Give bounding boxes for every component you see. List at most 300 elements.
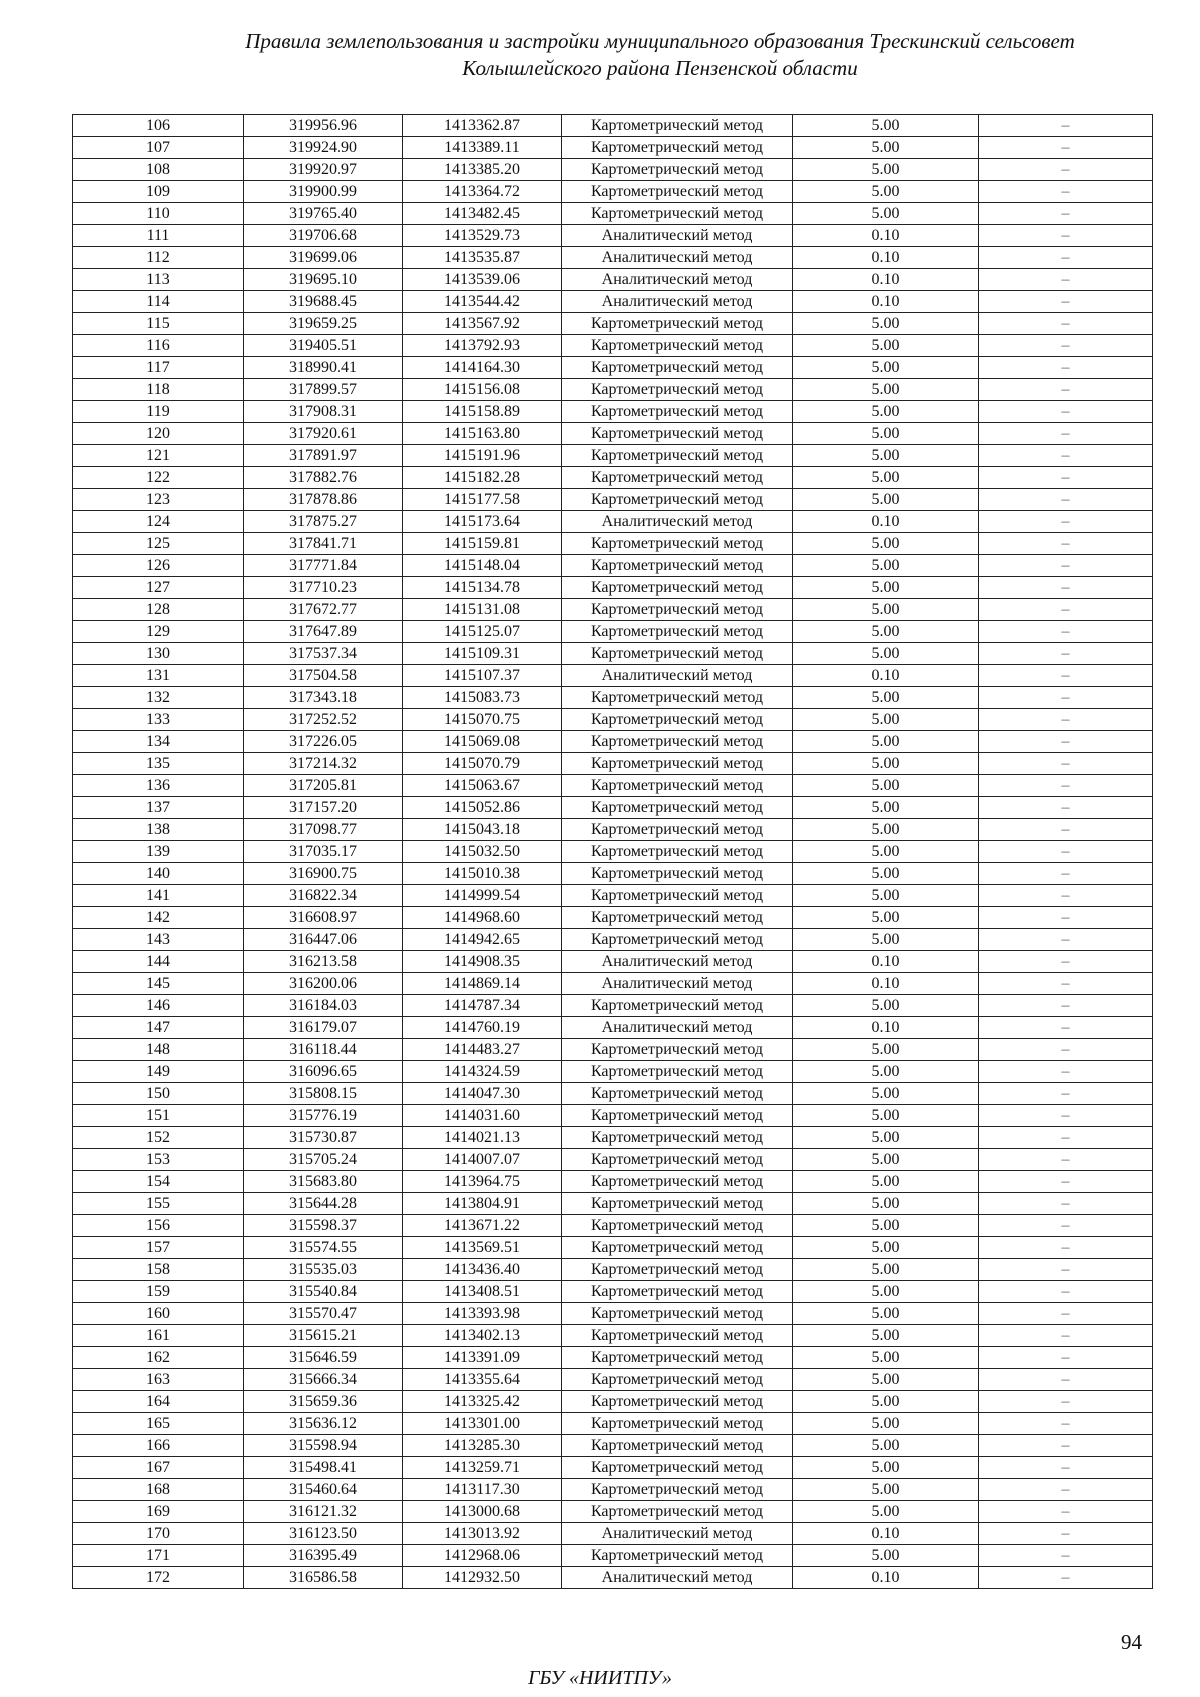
- y-coordinate-cell: 1412968.06: [403, 1545, 562, 1567]
- y-coordinate-cell: 1414908.35: [403, 951, 562, 973]
- method-cell: Картометрический метод: [562, 555, 793, 577]
- accuracy-cell: 5.00: [793, 1281, 979, 1303]
- x-coordinate-cell: 315570.47: [244, 1303, 403, 1325]
- table-row: [73, 577, 1153, 599]
- method-cell: Картометрический метод: [562, 819, 793, 841]
- x-coordinate-cell: 316200.06: [244, 973, 403, 995]
- y-coordinate-cell: 1414021.13: [403, 1127, 562, 1149]
- y-coordinate-cell: 1415156.08: [403, 379, 562, 401]
- method-cell: Картометрический метод: [562, 1149, 793, 1171]
- table-row: [73, 379, 1153, 401]
- note-cell: –: [979, 973, 1153, 995]
- y-coordinate-cell: 1413482.45: [403, 203, 562, 225]
- point-number-cell: 147: [73, 1017, 244, 1039]
- x-coordinate-cell: 319956.96: [244, 115, 403, 137]
- x-coordinate-cell: 317771.84: [244, 555, 403, 577]
- point-number-cell: 139: [73, 841, 244, 863]
- point-number-cell: 129: [73, 621, 244, 643]
- page-footer: ГБУ «НИИТПУ»: [528, 1667, 672, 1689]
- x-coordinate-cell: 316822.34: [244, 885, 403, 907]
- accuracy-cell: 5.00: [793, 1413, 979, 1435]
- note-cell: –: [979, 1127, 1153, 1149]
- table-row: [73, 269, 1153, 291]
- table-row: [73, 1039, 1153, 1061]
- y-coordinate-cell: 1415070.75: [403, 709, 562, 731]
- note-cell: –: [979, 929, 1153, 951]
- table-row: [73, 115, 1153, 137]
- y-coordinate-cell: 1414324.59: [403, 1061, 562, 1083]
- y-coordinate-cell: 1413013.92: [403, 1523, 562, 1545]
- table-row: [73, 1171, 1153, 1193]
- accuracy-cell: 5.00: [793, 181, 979, 203]
- point-number-cell: 151: [73, 1105, 244, 1127]
- note-cell: –: [979, 1259, 1153, 1281]
- note-cell: –: [979, 1083, 1153, 1105]
- point-number-cell: 162: [73, 1347, 244, 1369]
- table-row: [73, 137, 1153, 159]
- accuracy-cell: 5.00: [793, 1127, 979, 1149]
- y-coordinate-cell: 1413671.22: [403, 1215, 562, 1237]
- y-coordinate-cell: 1414760.19: [403, 1017, 562, 1039]
- y-coordinate-cell: 1413301.00: [403, 1413, 562, 1435]
- x-coordinate-cell: 315535.03: [244, 1259, 403, 1281]
- table-row: [73, 1083, 1153, 1105]
- x-coordinate-cell: 317214.32: [244, 753, 403, 775]
- method-cell: Картометрический метод: [562, 907, 793, 929]
- point-number-cell: 128: [73, 599, 244, 621]
- point-number-cell: 113: [73, 269, 244, 291]
- x-coordinate-cell: 317647.89: [244, 621, 403, 643]
- method-cell: Картометрический метод: [562, 467, 793, 489]
- method-cell: Картометрический метод: [562, 687, 793, 709]
- point-number-cell: 111: [73, 225, 244, 247]
- table-row: [73, 599, 1153, 621]
- x-coordinate-cell: 319920.97: [244, 159, 403, 181]
- point-number-cell: 161: [73, 1325, 244, 1347]
- method-cell: Картометрический метод: [562, 599, 793, 621]
- x-coordinate-cell: 319695.10: [244, 269, 403, 291]
- accuracy-cell: 5.00: [793, 1347, 979, 1369]
- point-number-cell: 106: [73, 115, 244, 137]
- accuracy-cell: 5.00: [793, 467, 979, 489]
- table-row: [73, 929, 1153, 951]
- note-cell: –: [979, 1567, 1153, 1589]
- x-coordinate-cell: 316900.75: [244, 863, 403, 885]
- method-cell: Картометрический метод: [562, 753, 793, 775]
- note-cell: –: [979, 951, 1153, 973]
- accuracy-cell: 5.00: [793, 1171, 979, 1193]
- point-number-cell: 171: [73, 1545, 244, 1567]
- x-coordinate-cell: 315598.37: [244, 1215, 403, 1237]
- accuracy-cell: 5.00: [793, 687, 979, 709]
- table-row: [73, 159, 1153, 181]
- note-cell: –: [979, 1237, 1153, 1259]
- note-cell: –: [979, 1215, 1153, 1237]
- method-cell: Картометрический метод: [562, 929, 793, 951]
- table-row: [73, 1105, 1153, 1127]
- table-row: [73, 555, 1153, 577]
- note-cell: –: [979, 1413, 1153, 1435]
- note-cell: –: [979, 313, 1153, 335]
- accuracy-cell: 0.10: [793, 247, 979, 269]
- x-coordinate-cell: 315666.34: [244, 1369, 403, 1391]
- point-number-cell: 154: [73, 1171, 244, 1193]
- x-coordinate-cell: 316121.32: [244, 1501, 403, 1523]
- point-number-cell: 136: [73, 775, 244, 797]
- x-coordinate-cell: 315776.19: [244, 1105, 403, 1127]
- method-cell: Аналитический метод: [562, 511, 793, 533]
- method-cell: Картометрический метод: [562, 379, 793, 401]
- point-number-cell: 114: [73, 291, 244, 313]
- point-number-cell: 132: [73, 687, 244, 709]
- note-cell: –: [979, 555, 1153, 577]
- note-cell: –: [979, 863, 1153, 885]
- y-coordinate-cell: 1413364.72: [403, 181, 562, 203]
- page-header: [150, 28, 1170, 82]
- accuracy-cell: 5.00: [793, 1149, 979, 1171]
- table-row: [73, 313, 1153, 335]
- accuracy-cell: 5.00: [793, 335, 979, 357]
- method-cell: Картометрический метод: [562, 1545, 793, 1567]
- y-coordinate-cell: 1415148.04: [403, 555, 562, 577]
- y-coordinate-cell: 1413804.91: [403, 1193, 562, 1215]
- method-cell: Картометрический метод: [562, 1435, 793, 1457]
- accuracy-cell: 5.00: [793, 1303, 979, 1325]
- x-coordinate-cell: 315705.24: [244, 1149, 403, 1171]
- note-cell: –: [979, 819, 1153, 841]
- y-coordinate-cell: 1415159.81: [403, 533, 562, 555]
- x-coordinate-cell: 317343.18: [244, 687, 403, 709]
- y-coordinate-cell: 1414869.14: [403, 973, 562, 995]
- accuracy-cell: 0.10: [793, 1567, 979, 1589]
- method-cell: Картометрический метод: [562, 1369, 793, 1391]
- note-cell: –: [979, 401, 1153, 423]
- method-cell: Аналитический метод: [562, 1567, 793, 1589]
- y-coordinate-cell: 1415125.07: [403, 621, 562, 643]
- point-number-cell: 159: [73, 1281, 244, 1303]
- x-coordinate-cell: 315808.15: [244, 1083, 403, 1105]
- table-row: [73, 731, 1153, 753]
- method-cell: Картометрический метод: [562, 1193, 793, 1215]
- point-number-cell: 117: [73, 357, 244, 379]
- x-coordinate-cell: 317891.97: [244, 445, 403, 467]
- point-number-cell: 122: [73, 467, 244, 489]
- method-cell: Картометрический метод: [562, 159, 793, 181]
- y-coordinate-cell: 1414999.54: [403, 885, 562, 907]
- note-cell: –: [979, 995, 1153, 1017]
- accuracy-cell: 5.00: [793, 203, 979, 225]
- table-row: [73, 1017, 1153, 1039]
- accuracy-cell: 5.00: [793, 907, 979, 929]
- accuracy-cell: 5.00: [793, 599, 979, 621]
- table-row: [73, 1479, 1153, 1501]
- x-coordinate-cell: 315615.21: [244, 1325, 403, 1347]
- table-row: [73, 1259, 1153, 1281]
- accuracy-cell: 5.00: [793, 1083, 979, 1105]
- accuracy-cell: 0.10: [793, 665, 979, 687]
- accuracy-cell: 5.00: [793, 995, 979, 1017]
- table-row: [73, 1457, 1153, 1479]
- x-coordinate-cell: 317252.52: [244, 709, 403, 731]
- point-number-cell: 133: [73, 709, 244, 731]
- accuracy-cell: 5.00: [793, 313, 979, 335]
- y-coordinate-cell: 1415131.08: [403, 599, 562, 621]
- coordinates-table-body: [73, 115, 1153, 1589]
- note-cell: –: [979, 247, 1153, 269]
- header-title-line1: Правила землепользования и застройки муниципального образования Трескинский сельсовет: [245, 29, 1075, 53]
- method-cell: Аналитический метод: [562, 247, 793, 269]
- accuracy-cell: 5.00: [793, 1061, 979, 1083]
- table-row: [73, 951, 1153, 973]
- note-cell: –: [979, 775, 1153, 797]
- point-number-cell: 157: [73, 1237, 244, 1259]
- table-row: [73, 687, 1153, 709]
- point-number-cell: 107: [73, 137, 244, 159]
- table-row: [73, 423, 1153, 445]
- x-coordinate-cell: 319699.06: [244, 247, 403, 269]
- method-cell: Картометрический метод: [562, 1259, 793, 1281]
- x-coordinate-cell: 315598.94: [244, 1435, 403, 1457]
- point-number-cell: 148: [73, 1039, 244, 1061]
- note-cell: –: [979, 621, 1153, 643]
- point-number-cell: 168: [73, 1479, 244, 1501]
- y-coordinate-cell: 1415010.38: [403, 863, 562, 885]
- x-coordinate-cell: 317882.76: [244, 467, 403, 489]
- note-cell: –: [979, 1545, 1153, 1567]
- table-row: [73, 1347, 1153, 1369]
- y-coordinate-cell: 1413792.93: [403, 335, 562, 357]
- x-coordinate-cell: 319765.40: [244, 203, 403, 225]
- accuracy-cell: 5.00: [793, 1193, 979, 1215]
- point-number-cell: 141: [73, 885, 244, 907]
- x-coordinate-cell: 317920.61: [244, 423, 403, 445]
- accuracy-cell: 5.00: [793, 643, 979, 665]
- x-coordinate-cell: 317875.27: [244, 511, 403, 533]
- y-coordinate-cell: 1414942.65: [403, 929, 562, 951]
- point-number-cell: 119: [73, 401, 244, 423]
- accuracy-cell: 0.10: [793, 225, 979, 247]
- method-cell: Картометрический метод: [562, 621, 793, 643]
- note-cell: –: [979, 357, 1153, 379]
- point-number-cell: 152: [73, 1127, 244, 1149]
- x-coordinate-cell: 319706.68: [244, 225, 403, 247]
- note-cell: –: [979, 1193, 1153, 1215]
- x-coordinate-cell: 315540.84: [244, 1281, 403, 1303]
- table-row: [73, 291, 1153, 313]
- point-number-cell: 169: [73, 1501, 244, 1523]
- accuracy-cell: 5.00: [793, 1391, 979, 1413]
- x-coordinate-cell: 317035.17: [244, 841, 403, 863]
- accuracy-cell: 5.00: [793, 929, 979, 951]
- table-row: [73, 467, 1153, 489]
- point-number-cell: 158: [73, 1259, 244, 1281]
- table-row: [73, 907, 1153, 929]
- table-row: [73, 709, 1153, 731]
- table-row: [73, 1325, 1153, 1347]
- x-coordinate-cell: 317841.71: [244, 533, 403, 555]
- accuracy-cell: 5.00: [793, 1325, 979, 1347]
- table-row: [73, 1501, 1153, 1523]
- y-coordinate-cell: 1413000.68: [403, 1501, 562, 1523]
- method-cell: Картометрический метод: [562, 1501, 793, 1523]
- note-cell: –: [979, 797, 1153, 819]
- y-coordinate-cell: 1413259.71: [403, 1457, 562, 1479]
- table-row: [73, 1435, 1153, 1457]
- y-coordinate-cell: 1414787.34: [403, 995, 562, 1017]
- table-row: [73, 1567, 1153, 1589]
- y-coordinate-cell: 1413535.87: [403, 247, 562, 269]
- y-coordinate-cell: 1414047.30: [403, 1083, 562, 1105]
- point-number-cell: 120: [73, 423, 244, 445]
- note-cell: –: [979, 1017, 1153, 1039]
- point-number-cell: 108: [73, 159, 244, 181]
- accuracy-cell: 5.00: [793, 445, 979, 467]
- x-coordinate-cell: 315498.41: [244, 1457, 403, 1479]
- point-number-cell: 150: [73, 1083, 244, 1105]
- point-number-cell: 167: [73, 1457, 244, 1479]
- y-coordinate-cell: 1415163.80: [403, 423, 562, 445]
- table-row: [73, 643, 1153, 665]
- x-coordinate-cell: 317504.58: [244, 665, 403, 687]
- note-cell: –: [979, 467, 1153, 489]
- point-number-cell: 110: [73, 203, 244, 225]
- accuracy-cell: 5.00: [793, 1501, 979, 1523]
- method-cell: Картометрический метод: [562, 313, 793, 335]
- method-cell: Картометрический метод: [562, 995, 793, 1017]
- x-coordinate-cell: 316395.49: [244, 1545, 403, 1567]
- point-number-cell: 149: [73, 1061, 244, 1083]
- accuracy-cell: 5.00: [793, 1479, 979, 1501]
- y-coordinate-cell: 1413362.87: [403, 115, 562, 137]
- point-number-cell: 165: [73, 1413, 244, 1435]
- x-coordinate-cell: 316213.58: [244, 951, 403, 973]
- y-coordinate-cell: 1413325.42: [403, 1391, 562, 1413]
- method-cell: Картометрический метод: [562, 401, 793, 423]
- table-row: [73, 203, 1153, 225]
- table-row: [73, 665, 1153, 687]
- point-number-cell: 144: [73, 951, 244, 973]
- note-cell: –: [979, 665, 1153, 687]
- accuracy-cell: 5.00: [793, 819, 979, 841]
- table-row: [73, 885, 1153, 907]
- note-cell: –: [979, 1435, 1153, 1457]
- method-cell: Картометрический метод: [562, 1171, 793, 1193]
- y-coordinate-cell: 1413569.51: [403, 1237, 562, 1259]
- y-coordinate-cell: 1413436.40: [403, 1259, 562, 1281]
- y-coordinate-cell: 1413964.75: [403, 1171, 562, 1193]
- note-cell: –: [979, 841, 1153, 863]
- x-coordinate-cell: 315730.87: [244, 1127, 403, 1149]
- x-coordinate-cell: 317205.81: [244, 775, 403, 797]
- method-cell: Картометрический метод: [562, 885, 793, 907]
- x-coordinate-cell: 319900.99: [244, 181, 403, 203]
- point-number-cell: 155: [73, 1193, 244, 1215]
- method-cell: Картометрический метод: [562, 709, 793, 731]
- y-coordinate-cell: 1415177.58: [403, 489, 562, 511]
- accuracy-cell: 0.10: [793, 1523, 979, 1545]
- accuracy-cell: 5.00: [793, 555, 979, 577]
- y-coordinate-cell: 1413391.09: [403, 1347, 562, 1369]
- accuracy-cell: 5.00: [793, 137, 979, 159]
- point-number-cell: 131: [73, 665, 244, 687]
- note-cell: –: [979, 1347, 1153, 1369]
- table-row: [73, 1369, 1153, 1391]
- x-coordinate-cell: 319405.51: [244, 335, 403, 357]
- note-cell: –: [979, 423, 1153, 445]
- x-coordinate-cell: 315574.55: [244, 1237, 403, 1259]
- method-cell: Картометрический метод: [562, 1127, 793, 1149]
- note-cell: –: [979, 1149, 1153, 1171]
- accuracy-cell: 5.00: [793, 379, 979, 401]
- x-coordinate-cell: 319688.45: [244, 291, 403, 313]
- x-coordinate-cell: 315659.36: [244, 1391, 403, 1413]
- point-number-cell: 156: [73, 1215, 244, 1237]
- y-coordinate-cell: 1415063.67: [403, 775, 562, 797]
- point-number-cell: 112: [73, 247, 244, 269]
- point-number-cell: 118: [73, 379, 244, 401]
- note-cell: –: [979, 907, 1153, 929]
- method-cell: Аналитический метод: [562, 951, 793, 973]
- point-number-cell: 146: [73, 995, 244, 1017]
- method-cell: Картометрический метод: [562, 1105, 793, 1127]
- point-number-cell: 134: [73, 731, 244, 753]
- x-coordinate-cell: 316179.07: [244, 1017, 403, 1039]
- note-cell: –: [979, 225, 1153, 247]
- method-cell: Картометрический метод: [562, 115, 793, 137]
- point-number-cell: 145: [73, 973, 244, 995]
- accuracy-cell: 5.00: [793, 753, 979, 775]
- note-cell: –: [979, 885, 1153, 907]
- y-coordinate-cell: 1413544.42: [403, 291, 562, 313]
- y-coordinate-cell: 1415052.86: [403, 797, 562, 819]
- note-cell: –: [979, 511, 1153, 533]
- point-number-cell: 142: [73, 907, 244, 929]
- y-coordinate-cell: 1413355.64: [403, 1369, 562, 1391]
- accuracy-cell: 5.00: [793, 1457, 979, 1479]
- method-cell: Картометрический метод: [562, 335, 793, 357]
- note-cell: –: [979, 489, 1153, 511]
- method-cell: Картометрический метод: [562, 1215, 793, 1237]
- note-cell: –: [979, 709, 1153, 731]
- accuracy-cell: 5.00: [793, 841, 979, 863]
- table-row: [73, 1391, 1153, 1413]
- method-cell: Аналитический метод: [562, 973, 793, 995]
- y-coordinate-cell: 1415158.89: [403, 401, 562, 423]
- y-coordinate-cell: 1413285.30: [403, 1435, 562, 1457]
- table-row: [73, 819, 1153, 841]
- point-number-cell: 170: [73, 1523, 244, 1545]
- y-coordinate-cell: 1415032.50: [403, 841, 562, 863]
- note-cell: –: [979, 687, 1153, 709]
- accuracy-cell: 5.00: [793, 577, 979, 599]
- table-row: [73, 1149, 1153, 1171]
- note-cell: –: [979, 1281, 1153, 1303]
- point-number-cell: 109: [73, 181, 244, 203]
- note-cell: –: [979, 533, 1153, 555]
- table-row: [73, 489, 1153, 511]
- note-cell: –: [979, 291, 1153, 313]
- accuracy-cell: 0.10: [793, 1017, 979, 1039]
- y-coordinate-cell: 1415043.18: [403, 819, 562, 841]
- accuracy-cell: 5.00: [793, 1435, 979, 1457]
- coordinates-table: [72, 114, 1153, 1589]
- method-cell: Аналитический метод: [562, 665, 793, 687]
- table-row: [73, 1215, 1153, 1237]
- table-row: [73, 1523, 1153, 1545]
- accuracy-cell: 5.00: [793, 731, 979, 753]
- table-row: [73, 247, 1153, 269]
- accuracy-cell: 5.00: [793, 159, 979, 181]
